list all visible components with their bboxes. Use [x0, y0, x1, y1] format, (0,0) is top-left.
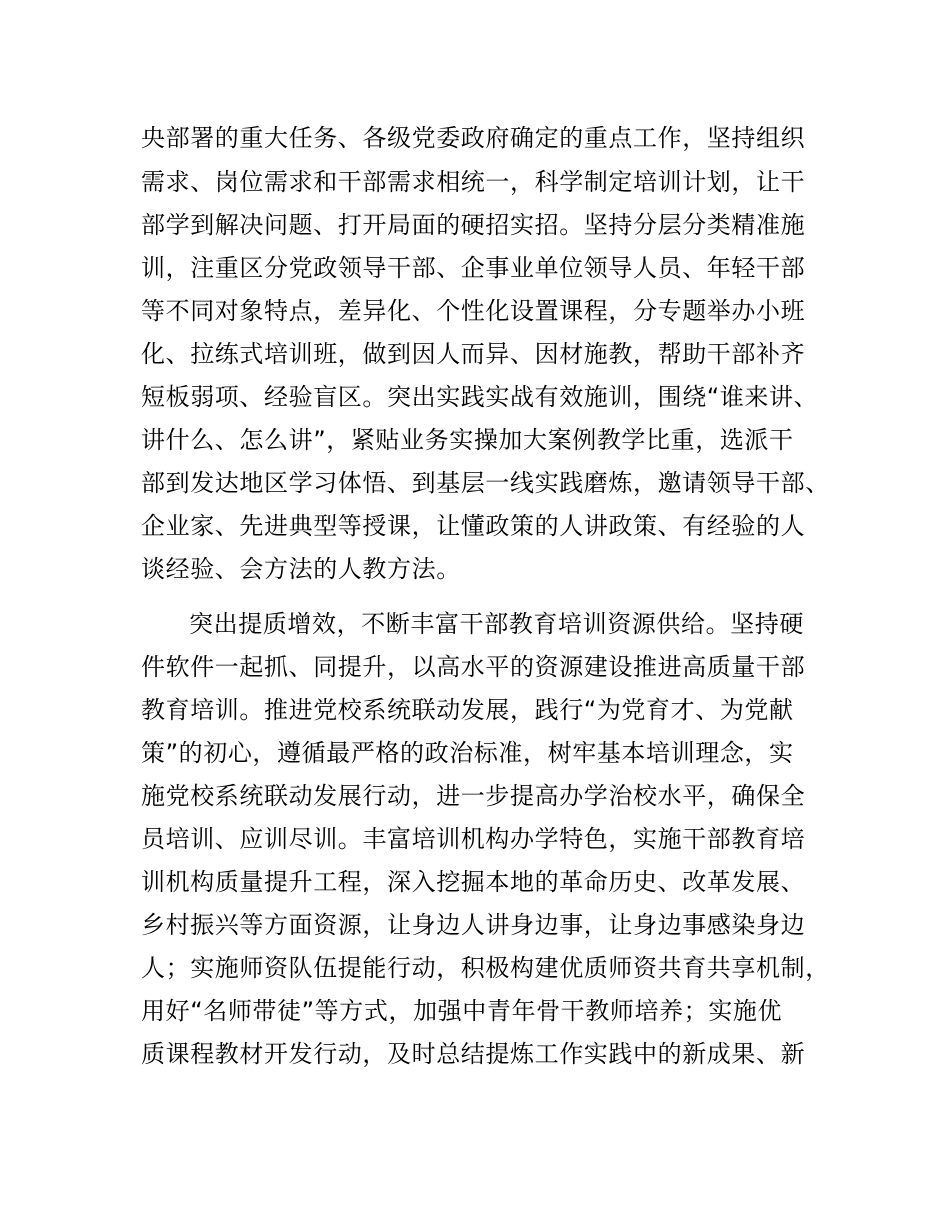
- paragraph-2-line-6: 员培训、应训尽训。丰富培训机构办学特色，实施干部教育培: [141, 825, 806, 853]
- paragraph-1-line-10: 企业家、先进典型等授课，让懂政策的人讲政策、有经验的人: [141, 512, 806, 540]
- paragraph-1-line-3: 部学到解决问题、打开局面的硬招实招。坚持分层分类精准施: [141, 211, 806, 239]
- paragraph-1-line-5: 等不同对象特点，差异化、个性化设置课程，分专题举办小班: [141, 297, 806, 325]
- paragraph-1-line-4: 训，注重区分党政领导干部、企事业单位领导人员、年轻干部: [141, 254, 806, 282]
- paragraph-2-line-4: 策”的初心，遵循最严格的政治标准，树牢基本培训理念，实: [141, 739, 794, 767]
- paragraph-2-line-7: 训机构质量提升工程，深入挖掘本地的革命历史、改革发展、: [141, 868, 806, 896]
- paragraph-2-line-2: 件软件一起抓、同提升，以高水平的资源建设推进高质量干部: [141, 653, 806, 681]
- paragraph-1-line-6: 化、拉练式培训班，做到因人而异、因材施教，帮助干部补齐: [141, 340, 806, 368]
- paragraph-2-line-5: 施党校系统联动发展行动，进一步提高办学治校水平，确保全: [141, 782, 806, 810]
- paragraph-1-line-8: 讲什么、怎么讲”，紧贴业务实操加大案例教学比重，选派干: [141, 426, 794, 454]
- paragraph-2-line-1: 突出提质增效，不断丰富干部教育培训资源供给。坚持硬: [189, 610, 804, 638]
- paragraph-1-line-11: 谈经验、会方法的人教方法。: [141, 555, 461, 583]
- paragraph-2-line-8: 乡村振兴等方面资源，让身边人讲身边事，让身边事感染身边: [141, 911, 806, 939]
- paragraph-1-line-1: 央部署的重大任务、各级党委政府确定的重点工作，坚持组织: [141, 124, 806, 152]
- paragraph-1-line-9: 部到发达地区学习体悟、到基层一线实践磨炼，邀请领导干部、: [141, 469, 830, 497]
- paragraph-1-line-7: 短板弱项、经验盲区。突出实践实战有效施训，围绕“谁来讲、: [141, 383, 819, 411]
- paragraph-2-line-10: 用好“名师带徒”等方式，加强中青年骨干教师培养；实施优: [141, 997, 783, 1025]
- paragraph-2-line-3: 教育培训。推进党校系统联动发展，践行“为党育才、为党献: [141, 696, 794, 724]
- paragraph-2-line-11: 质课程教材开发行动，及时总结提炼工作实践中的新成果、新: [141, 1040, 806, 1068]
- paragraph-1-line-2: 需求、岗位需求和干部需求相统一，科学制定培训计划，让干: [141, 168, 806, 196]
- paragraph-2-line-9: 人；实施师资队伍提能行动，积极构建优质师资共育共享机制，: [141, 954, 830, 982]
